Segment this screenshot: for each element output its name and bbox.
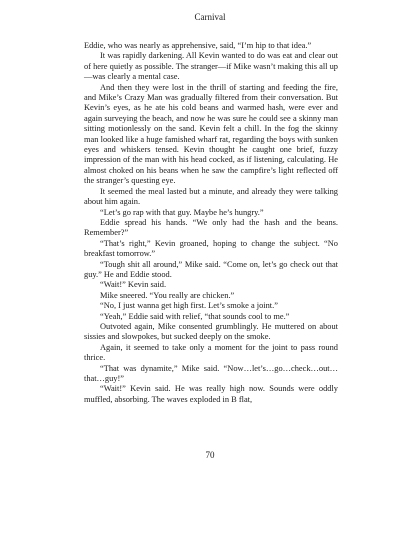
paragraph: And then they were lost in the thrill of starting and feeding the fire, and Mike’s Crazy Man was gradually filtered from their conversation. But Kevin’s eyes, as he ate his cold beans and warmed hash, were ever and again surveying the beach, and now he was sure he could see a skinny man sitting motionlessly on the sand. Kevin felt a chill. In the fog the skinny man looked like a huge famished wharf rat, regarding the boys with sunken eyes and whiskers tensed. Kevin thought he caught one brief, fuzzy impression of the man with his head cocked, as if listening, calculating. He almost choked on his beans when he saw the campfire’s light reflected off the stranger’s questing eye. [84,82,338,186]
paragraph: “Tough shit all around,” Mike said. “Come on, let’s go check out that guy.” He and Eddie stood. [84,259,338,279]
paragraph: Again, it seemed to take only a moment for the joint to pass round thrice. [84,342,338,363]
paragraph: “No, I just wanna get high first. Let’s smoke a joint.” [100,301,278,311]
page-number: 70 [205,450,215,460]
paragraph: It seemed the meal lasted but a minute, and already they were talking about him again. [84,186,338,207]
paragraph: “Let’s go rap with that guy. Maybe he’s hungry.” [100,207,264,217]
paragraph: “Yeah,” Eddie said with relief, “that sounds cool to me.” [100,311,290,321]
paragraph: It was rapidly darkening. All Kevin wanted to do was eat and clear out of here quietly as possible. The stranger—if Mike wasn’t making this all up—was clearly a mental case. [84,51,338,82]
paragraph: Mike sneered. “You really are chicken.” [100,290,235,300]
paragraph: “Wait!” Kevin said. [100,280,167,290]
paragraph: “That was dynamite,” Mike said. “Now…let’s…go…check…out…that…guy!” [84,363,338,383]
paragraph: Eddie spread his hands. “We only had the hash and the beans. Remember?” [84,217,338,238]
body-text [84,41,338,405]
paragraph: “Wait!” Kevin said. He was really high now. Sounds were oddly muffled, absorbing. The waves exploded in B flat, [84,384,338,404]
paragraph: “That’s right,” Kevin groaned, hoping to change the subject. “No breakfast tomorrow.” [84,238,338,259]
paragraph: Eddie, who was nearly as apprehensive, said, “I’m hip to that idea.” [84,41,312,50]
paragraph: Outvoted again, Mike consented grumblingly. He muttered on about sissies and slowpokes, but sucked deeply on the smoke. [84,321,338,342]
running-head: Carnival [194,12,226,22]
